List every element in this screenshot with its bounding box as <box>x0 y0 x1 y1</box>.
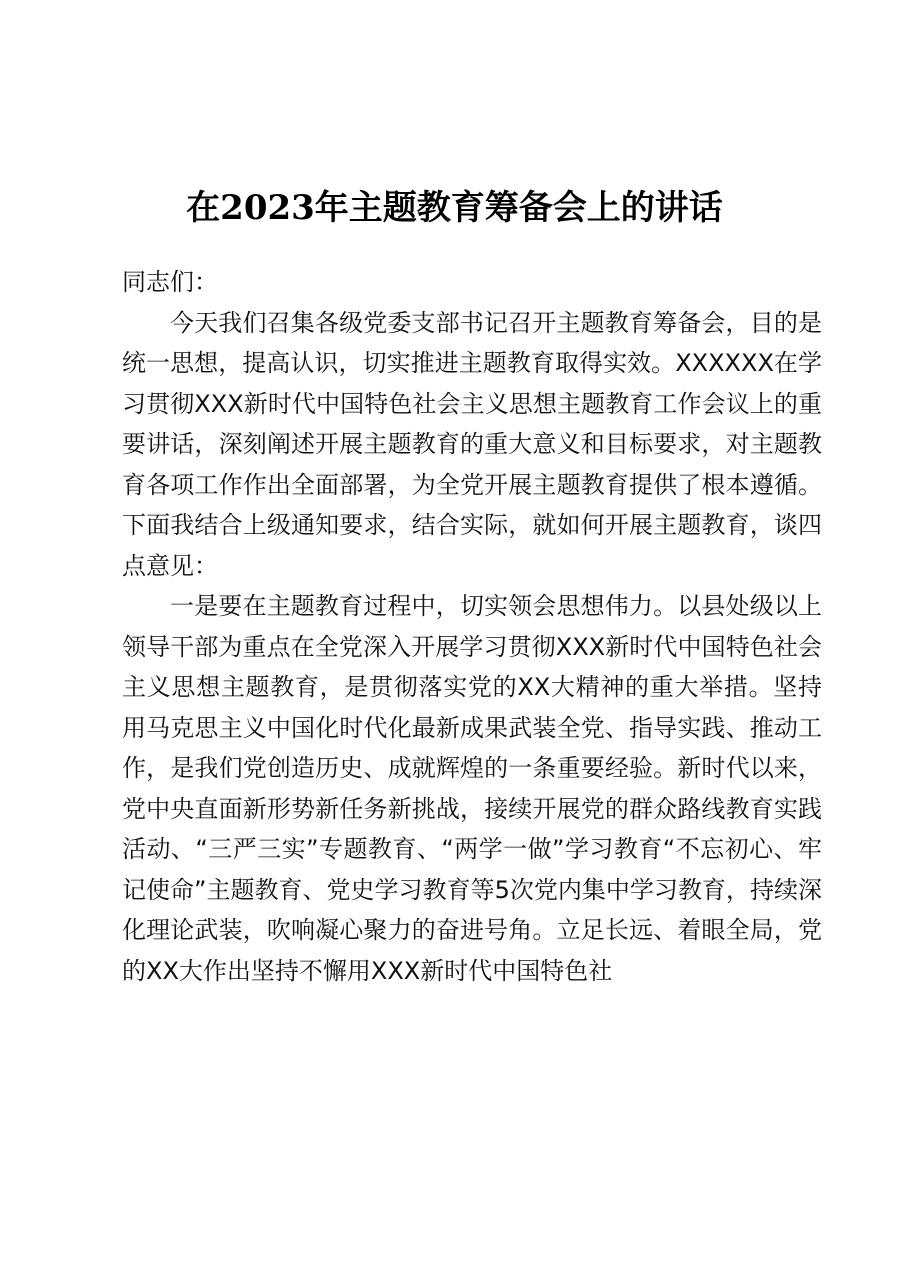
paragraph-intro: 今天我们召集各级党委支部书记召开主题教育筹备会，目的是统一思想，提高认识，切实推进主题教育取得实效。XXXXXX在学习贯彻XXX新时代中国特色社会主义思想主题教育工作会议上的重要讲话，深刻阐述开展主题教育的重大意义和目标要求，对主题教育各项工作作出全面部署，为全党开展主题教育提供了根本遵循。下面我结合上级通知要求，结合实际，就如何开展主题教育，谈四点意见： <box>122 308 822 580</box>
document-body <box>122 262 822 991</box>
document-title: 在2023年主题教育筹备会上的讲话 <box>186 188 723 228</box>
salutation: 同志们： <box>122 268 218 296</box>
paragraph-point-one: 一是要在主题教育过程中，切实领会思想伟力。以县处级以上领导干部为重点在全党深入开展学习贯彻XXX新时代中国特色社会主义思想主题教育，是贯彻落实党的XX大精神的重大举措。坚持用马克思主义中国化时代化最新成果武装全党、指导实践、推动工作，是我们党创造历史、成就辉煌的一条重要经验。新时代以来，党中央直面新形势新任务新挑战，接续开展党的群众路线教育实践活动、“三严三实”专题教育、“两学一做”学习教育“不忘初心、牢记使命”主题教育、党史学习教育等5次党内集中学习教育，持续深化理论武装，吹响凝心聚力的奋进号角。立足长远、着眼全局，党的XX大作出坚持不懈用XXX新时代中国特色社 <box>122 592 822 985</box>
